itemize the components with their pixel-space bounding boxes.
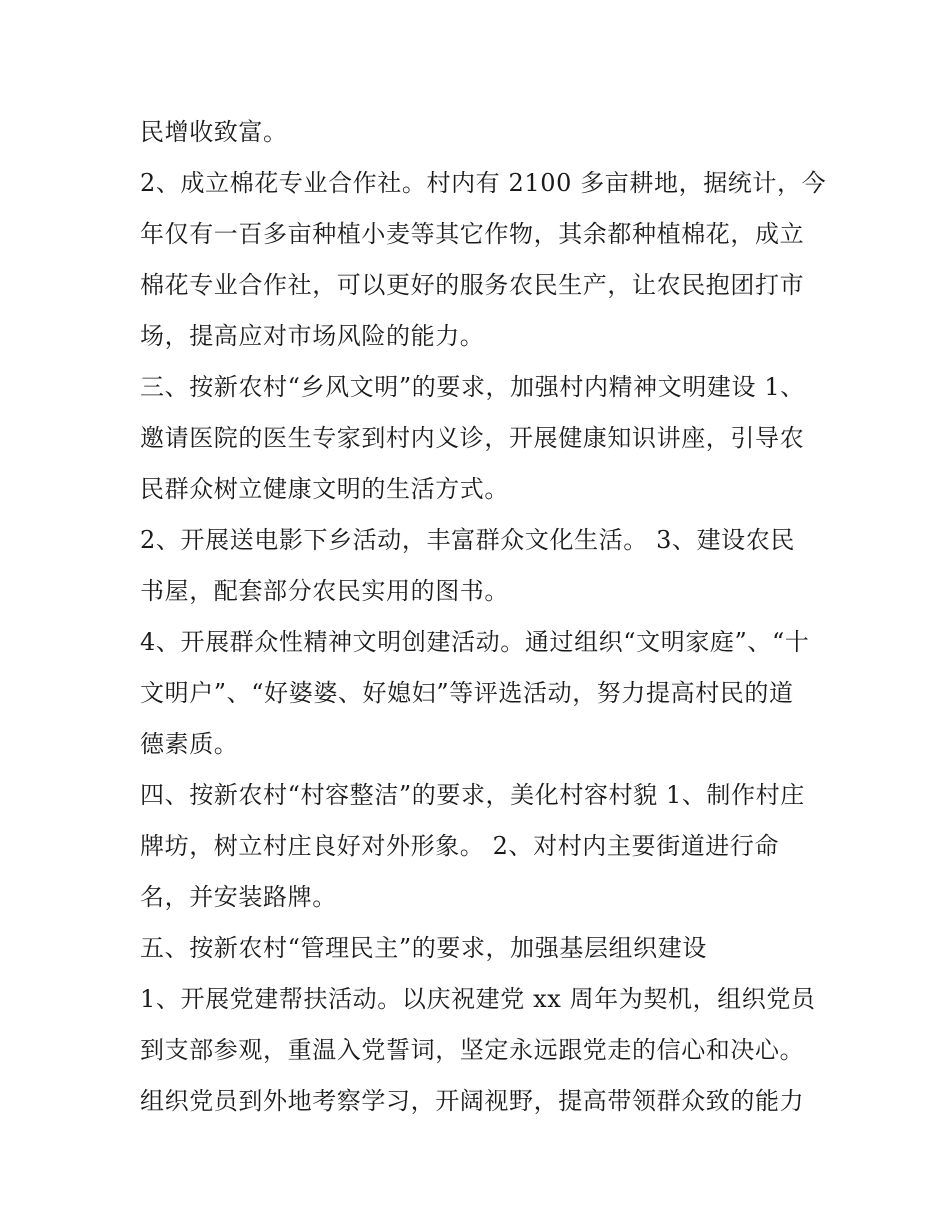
text-line: 四、按新农村“村容整洁”的要求，美化村容村貌 1、制作村庄 bbox=[140, 781, 805, 809]
text-line: 到支部参观，重温入党誓词，坚定永远跟党走的信心和决心。 bbox=[140, 1036, 805, 1064]
text-line: 五、按新农村“管理民主”的要求，加强基层组织建设 bbox=[140, 934, 707, 962]
text-line: 名，并安装路牌。 bbox=[140, 883, 337, 911]
text-line: 邀请医院的医生专家到村内义诊，开展健康知识讲座，引导农 bbox=[140, 424, 805, 452]
text-line: 2、开展送电影下乡活动，丰富群众文化生活。 3、建设农民 bbox=[140, 526, 795, 554]
text-line: 民增收致富。 bbox=[140, 118, 288, 146]
text-line: 场，提高应对市场风险的能力。 bbox=[140, 322, 485, 350]
text-line: 4、开展群众性精神文明创建活动。通过组织“文明家庭”、“十 bbox=[140, 628, 810, 656]
text-line: 1、开展党建帮扶活动。以庆祝建党 xx 周年为契机，组织党员 bbox=[140, 985, 816, 1013]
text-line: 三、按新农村“乡风文明”的要求，加强村内精神文明建设 1、 bbox=[140, 373, 805, 401]
text-line: 2、成立棉花专业合作社。村内有 2100 多亩耕地，据统计，今 bbox=[140, 169, 827, 197]
text-line: 组织党员到外地考察学习，开阔视野，提高带领群众致的能力 bbox=[140, 1087, 805, 1115]
text-line: 民群众树立健康文明的生活方式。 bbox=[140, 475, 509, 503]
text-line: 年仅有一百多亩种植小麦等其它作物，其余都种植棉花，成立 bbox=[140, 220, 805, 248]
text-line: 牌坊，树立村庄良好对外形象。 2、对村内主要街道进行命 bbox=[140, 832, 780, 860]
text-line: 书屋，配套部分农民实用的图书。 bbox=[140, 577, 509, 605]
text-line: 文明户”、“好婆婆、好媳妇”等评选活动，努力提高村民的道 bbox=[140, 679, 794, 707]
body-text bbox=[140, 107, 827, 1127]
text-line: 德素质。 bbox=[140, 730, 239, 758]
text-line: 棉花专业合作社，可以更好的服务农民生产，让农民抱团打市 bbox=[140, 271, 805, 299]
